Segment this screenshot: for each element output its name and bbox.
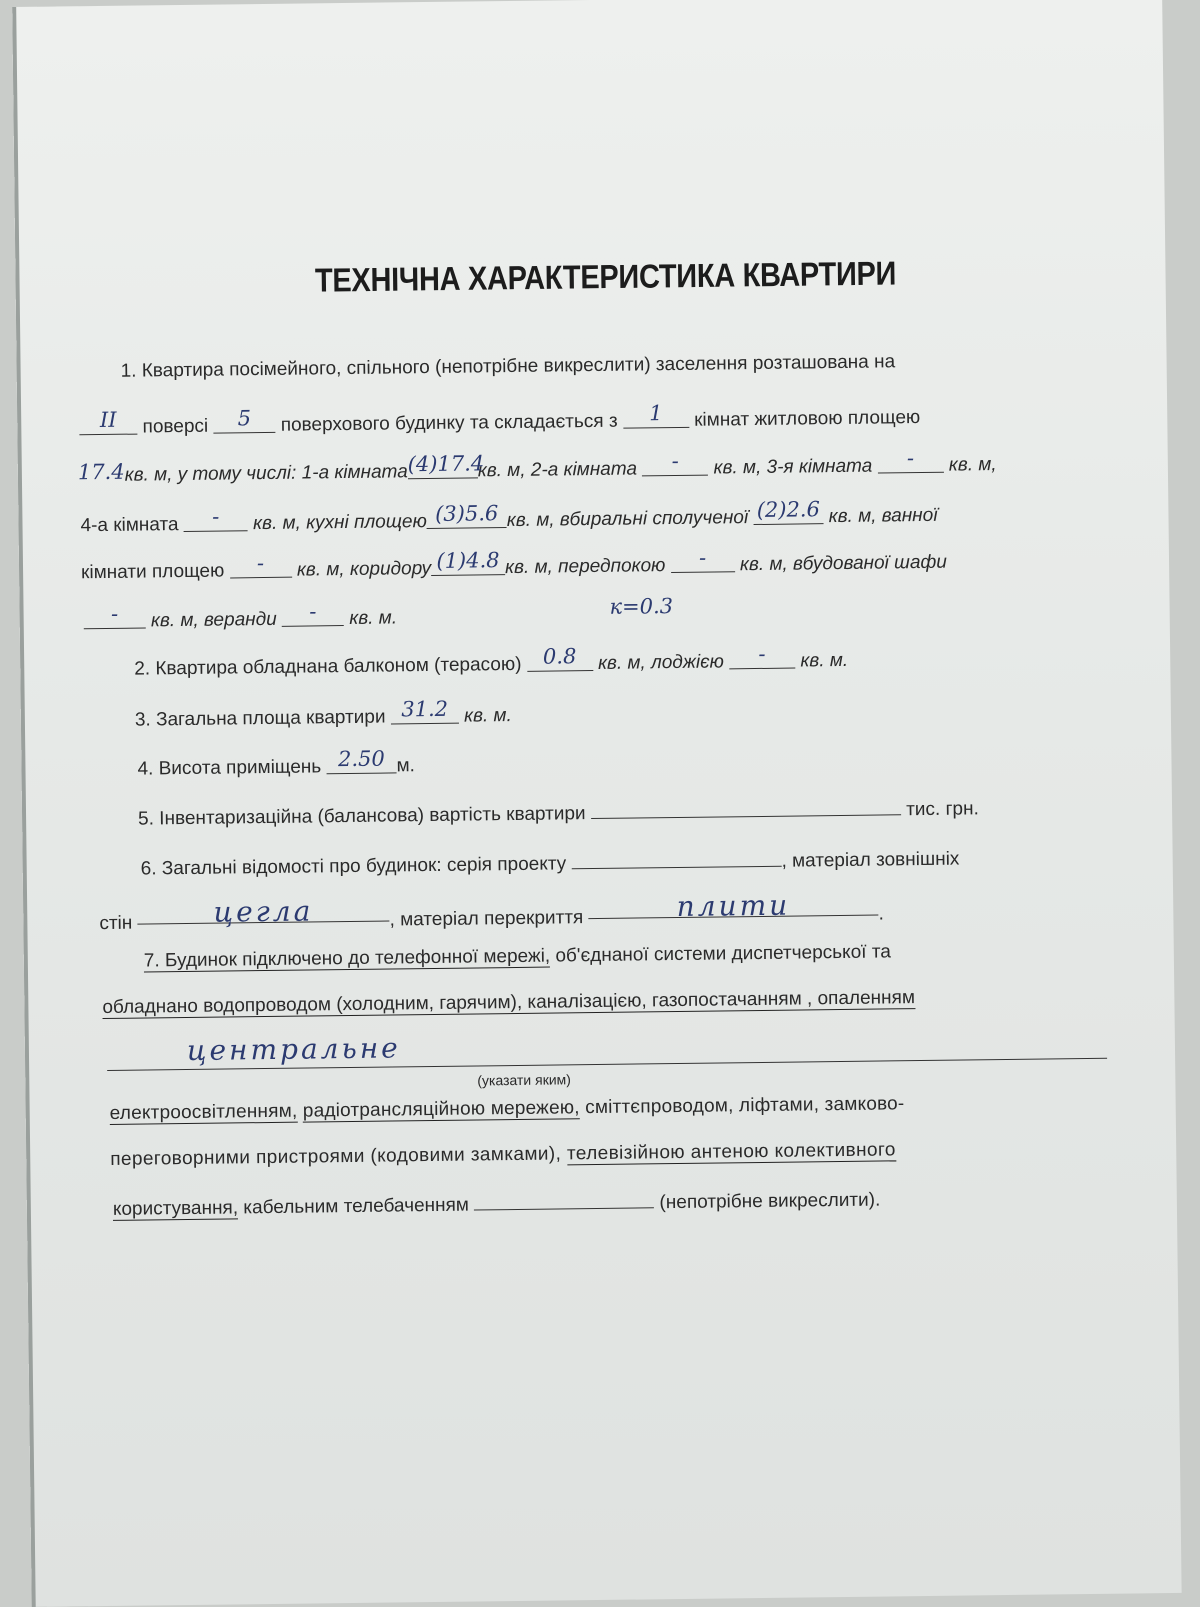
s7-line-6 [113, 1187, 881, 1219]
rooms-field[interactable]: 1 [623, 409, 689, 429]
s4-line [137, 746, 415, 780]
s1-text-q: кв. м. [349, 607, 398, 629]
hall-field[interactable]: - [671, 553, 735, 573]
s7-text-f1: користування, [112, 1197, 239, 1220]
document-page [12, 0, 1181, 1607]
s7-text-f2: кабельним телебаченням [243, 1194, 470, 1219]
s1-text-o: кв. м, вбудованої шафи [739, 551, 948, 576]
s1-text-g: кв. м, 3-я кімната [713, 455, 873, 479]
s7-text-f3: (непотрібне викреслити). [659, 1189, 881, 1214]
cable-tv-field[interactable] [474, 1189, 654, 1210]
s5-text-a: 5. Інвентаризаційна (балансова) вартість квартири [137, 803, 586, 830]
s7-text-c: обладнано водопроводом (холодним, гарячим), каналізацією, газопостачанням , опаленням [102, 987, 916, 1019]
s7-text-e2: телевізійною антеною колективного [566, 1139, 896, 1165]
inventory-cost-field[interactable] [591, 796, 901, 819]
s6-line-2 [99, 888, 884, 935]
s1-text-e: кв. м, у тому числі: 1-а кімната [124, 461, 408, 486]
s1-line-2 [79, 401, 921, 438]
s7-text-d1: електроосвітленням, [109, 1100, 298, 1124]
s6-text-b: , матеріал зовнішніх [781, 848, 960, 872]
s1-text-b: поверсі [142, 415, 209, 438]
wc-field[interactable]: (2)2.6 [753, 505, 823, 525]
s1-line-1 [121, 352, 896, 380]
room4-field[interactable]: - [184, 512, 248, 532]
floors-material-field[interactable]: плити [588, 897, 878, 920]
s1-text-l: кімнати площею [80, 560, 225, 584]
s7-text-d3: сміттєпроводом, ліфтами, замково- [585, 1093, 905, 1119]
heating-type-field[interactable]: центральне [107, 1032, 1107, 1071]
s6-text-e: . [878, 903, 884, 925]
s7-line-5 [110, 1140, 896, 1169]
closet-field[interactable]: - [84, 609, 146, 629]
bath-field[interactable]: - [229, 559, 291, 579]
s1-text-f: кв. м, 2-а кімната [477, 458, 638, 482]
s7-text-e1: переговорними пристроями (кодовими замками), [110, 1143, 562, 1170]
s1-text-a: 1. Квартира посімейного, спільного (непотрібне викреслити) заселення розташована на [120, 351, 896, 382]
loggia-field[interactable]: - [729, 650, 795, 670]
floors-total-field[interactable]: 5 [213, 414, 275, 434]
s7-line-1 [144, 942, 891, 970]
s7-text-d2: радіотрансляційною мережею, [302, 1097, 580, 1122]
balcony-field[interactable]: 0.8 [527, 652, 593, 672]
s1-text-p: кв. м, веранди [150, 608, 277, 632]
s6-text-d: , матеріал перекриття [389, 907, 584, 931]
s2-text-b: кв. м, лоджією [597, 651, 724, 674]
s7-text-a: 7. Будинок підключено до телефонної мережі, [143, 945, 551, 972]
room3-field[interactable]: - [877, 454, 943, 474]
s1-line-4 [80, 497, 938, 537]
s1-unit-1: кв. м, [948, 454, 997, 476]
living-area-value[interactable]: 17.4 [77, 459, 125, 485]
height-field[interactable]: 2.50 [326, 754, 396, 774]
s2-text-a: 2. Квартира обладнана балконом (терасою) [134, 653, 522, 680]
veranda-field[interactable]: - [282, 607, 344, 627]
room1-field[interactable]: (4)17.4 [408, 459, 478, 479]
s4-text-b: м. [396, 755, 415, 777]
s3-text-b: кв. м. [463, 705, 512, 727]
document-title: ТЕХНІЧНА ХАРАКТЕРИСТИКА КВАРТИРИ [314, 255, 897, 300]
s1-text-k: кв. м, ванної [828, 504, 938, 528]
s4-text-a: 4. Висота приміщень [137, 756, 322, 780]
project-series-field[interactable] [571, 848, 781, 870]
s5-line [138, 795, 979, 828]
floor-field[interactable]: II [79, 416, 137, 436]
s1-text-j: кв. м, вбиральні сполученої [506, 507, 749, 532]
s1-text-i: кв. м, кухні площею [252, 511, 427, 535]
s6-text-a: 6. Загальні відомості про будинок: серія проекту [140, 853, 567, 880]
s1-text-m: кв. м, коридору [296, 557, 432, 581]
s6-line-1 [141, 846, 960, 879]
walls-material-field[interactable]: цегла [137, 903, 389, 925]
s1-line-5 [80, 545, 948, 584]
room2-field[interactable]: - [642, 457, 708, 477]
total-area-field[interactable]: 31.2 [391, 705, 459, 725]
s1-line-6 [84, 599, 398, 632]
s3-text-a: 3. Загальна площа квартири [134, 706, 386, 731]
s7-line-2 [102, 988, 915, 1017]
s3-line [134, 696, 512, 731]
s7-text-b: об'єднаної системи диспетчерської та [555, 941, 891, 967]
corridor-field[interactable]: (1)4.8 [431, 556, 505, 576]
s1-text-d: кімнат житловою площею [694, 406, 921, 431]
s1-text-h: 4-а кімната [80, 514, 179, 537]
s1-text-n: кв. м, передпокою [504, 555, 666, 579]
kitchen-field[interactable]: (3)5.6 [427, 509, 507, 529]
s2-text-c: кв. м. [800, 649, 849, 672]
s7-line-3 [107, 1032, 1107, 1071]
s2-line [134, 641, 849, 680]
s1-text-c: поверхового будинку та складається з [280, 410, 618, 436]
heating-caption: (указати яким) [477, 1071, 571, 1089]
s7-line-4 [110, 1094, 905, 1123]
balcony-coefficient: к=0.3 [609, 594, 674, 619]
s5-text-b: тис. грн. [906, 798, 979, 821]
s6-text-c: стін [99, 912, 133, 935]
s1-line-3 [77, 446, 997, 486]
